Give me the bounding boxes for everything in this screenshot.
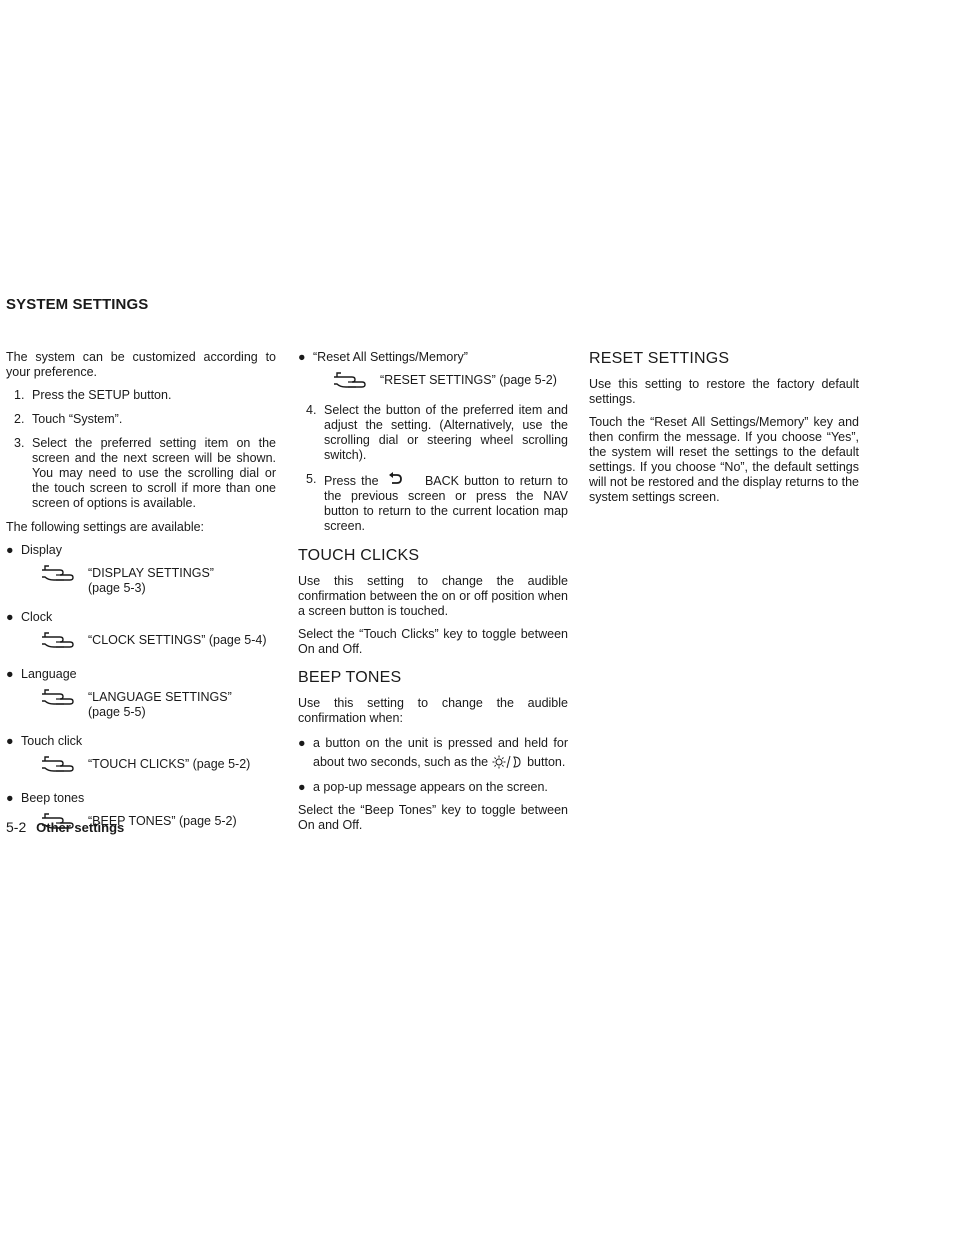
list-item: ● Language — [6, 667, 77, 681]
reference-link: “LANGUAGE SETTINGS” (page 5-5) — [6, 690, 248, 720]
reference-link: “TOUCH CLICKS” (page 5-2) — [6, 757, 276, 777]
section-title: SYSTEM SETTINGS — [6, 296, 149, 313]
beep-tones-heading: BEEP TONES — [298, 669, 402, 686]
touch-clicks-heading: TOUCH CLICKS — [298, 547, 420, 564]
intro-paragraph: The system can be customized according to your preference. — [6, 350, 276, 379]
list-item: ● Clock — [6, 610, 53, 624]
reference-link: “DISPLAY SETTINGS” (page 5-3) — [6, 566, 238, 596]
list-item: ● Touch click — [6, 734, 83, 748]
pointing-hand-icon — [40, 631, 74, 651]
beep-tones-toggle-paragraph: Select the “Beep Tones” key to toggle between On and Off. — [298, 803, 568, 832]
reference-link: “CLOCK SETTINGS” (page 5-4) — [6, 633, 276, 653]
pointing-hand-icon — [332, 371, 366, 391]
page-footer — [6, 820, 124, 835]
reference-link: “RESET SETTINGS” (page 5-2) — [298, 373, 568, 393]
pointing-hand-icon — [40, 688, 74, 708]
list-item: ● “Reset All Settings/Memory” — [298, 350, 468, 364]
reset-settings-heading: RESET SETTINGS — [589, 350, 730, 367]
list-item: ● Display — [6, 543, 62, 557]
reset-settings-paragraph: Use this setting to restore the factory default settings. — [589, 377, 859, 406]
list-item: ● a pop-up message appears on the screen. — [298, 780, 548, 794]
list-item: ● a button on the unit is pressed and held for about two seconds, such as the button. — [298, 736, 568, 769]
step-2: 2. Touch “System”. — [14, 412, 123, 426]
column-3 — [589, 350, 859, 505]
beep-tones-paragraph: Use this setting to change the audible confirmation when: — [298, 696, 568, 725]
list-item: ● Beep tones — [6, 791, 85, 805]
pointing-hand-icon — [40, 755, 74, 775]
reference-link: “BEEP TONES” (page 5-2) — [6, 814, 276, 834]
back-arrow-icon — [384, 472, 420, 488]
column-2 — [298, 350, 568, 833]
chapter-title: Other settings — [36, 820, 125, 835]
page-number: 5-2 — [6, 819, 27, 835]
pointing-hand-icon — [40, 564, 74, 584]
step-5: 5. Press the BACK button to return to the previous screen or press the NAV button to return to the current location map screen. — [306, 472, 568, 533]
touch-clicks-paragraph: Use this setting to change the audible confirmation between the on or off position when a screen button is touched. — [298, 574, 568, 618]
step-4: 4. Select the button of the preferred item and adjust the setting. (Alternatively, use the scrolling dial or steering wheel scrolling switch). — [306, 403, 568, 462]
reset-settings-detail-paragraph: Touch the “Reset All Settings/Memory” key and then confirm the message. If you choose “Yes”, the system will reset the settings to the default settings. If you choose “No”, the default settings will not be restored and the display returns to the system settings screen. — [589, 415, 859, 504]
step-3: 3. Select the preferred setting item on the screen and the next screen will be shown. You may need to use the scrolling dial or the touch screen to scroll if more than one screen of options is available. — [14, 436, 276, 510]
touch-clicks-toggle-paragraph: Select the “Touch Clicks” key to toggle between On and Off. — [298, 627, 568, 656]
column-1 — [6, 350, 276, 848]
sun-moon-icon — [492, 755, 524, 769]
step-1: 1. Press the SETUP button. — [14, 388, 172, 402]
available-text: The following settings are available: — [6, 520, 205, 534]
